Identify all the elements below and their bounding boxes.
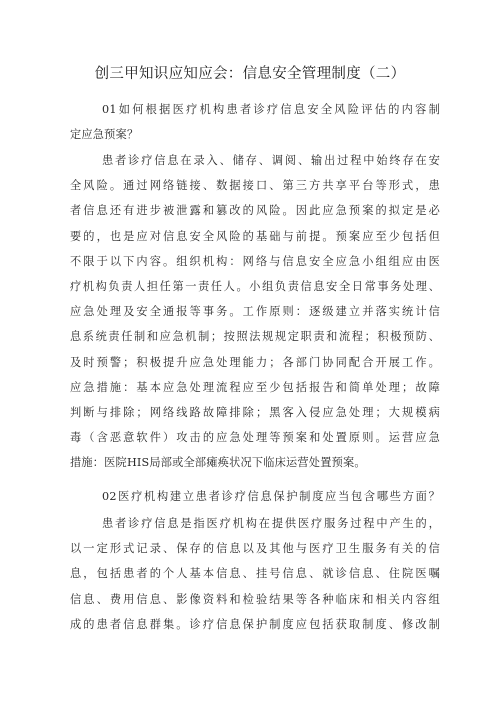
document-title: 创三甲知识应知应会：信息安全管理制度（二） <box>94 66 406 82</box>
answer-1-line: 全风险。通过网络链接、数据接口、第三方共享平台等形式，患 <box>70 179 440 193</box>
answer-1-line: 及时预警；积极提升应急处理能力；各部门协同配合开展工作。 <box>70 355 440 369</box>
answer-2-line: 以一定形式记录、保存的信息以及其他与医疗卫生服务有关的信 <box>70 542 440 556</box>
answer-1-line: 毒（含恶意软件）攻击的应急处理等预案和处置原则。运营应急 <box>70 431 440 445</box>
question-2-line: 02医疗机构建立患者诊疗信息保护制度应当包含哪些方面？ <box>102 490 440 503</box>
answer-1-line: 措施：医院HIS局部或全部瘫痪状况下临床运营处置预案。 <box>70 456 366 470</box>
answer-1-line: 疗机构负责人担任第一责任人。小组负责信息安全日常事务处理、 <box>70 279 440 293</box>
question-1-line: 定应急预案？ <box>70 128 139 142</box>
answer-1-line: 要的，也是应对信息安全风险的基础与前提。预案应至少包括但 <box>70 229 440 243</box>
answer-2-paragraph <box>70 511 440 637</box>
question-1 <box>70 97 440 147</box>
answer-2-line: 息，包括患者的个人基本信息、挂号信息、就诊信息、住院医嘱 <box>70 567 440 581</box>
answer-2-line: 信息、费用信息、影像资料和检验结果等各种临床和相关内容组 <box>70 592 440 606</box>
answer-1-line: 患者诊疗信息在录入、储存、调阅、输出过程中始终存在安 <box>102 154 440 167</box>
answer-1-line: 不限于以下内容。组织机构：网络与信息安全应急小组组应由医 <box>70 254 440 268</box>
answer-1-paragraph <box>70 148 440 475</box>
answer-1-line: 者信息还有进步被泄露和篡改的风险。因此应急预案的拟定是必 <box>70 204 440 218</box>
answer-2-line: 成的患者信息群集。诊疗信息保护制度应包括获取制度、修改制 <box>70 617 440 631</box>
question-2 <box>70 484 440 509</box>
answer-1-line: 应急处理及安全通报等事务。工作原则：逐级建立并落实统计信 <box>70 305 440 319</box>
answer-1-line: 判断与排除；网络线路故障排除；黑客入侵应急处理；大规模病 <box>70 405 440 419</box>
answer-1-line: 应急措施：基本应急处理流程应至少包括报告和简单处理；故障 <box>70 380 440 394</box>
answer-2-line: 患者诊疗信息是指医疗机构在提供医疗服务过程中产生的， <box>102 517 440 530</box>
question-1-line: 01如何根据医疗机构患者诊疗信息安全风险评估的内容制 <box>102 103 440 116</box>
answer-1-line: 息系统责任制和应急机制；按照法规规定职责和流程；积极预防、 <box>70 330 440 344</box>
